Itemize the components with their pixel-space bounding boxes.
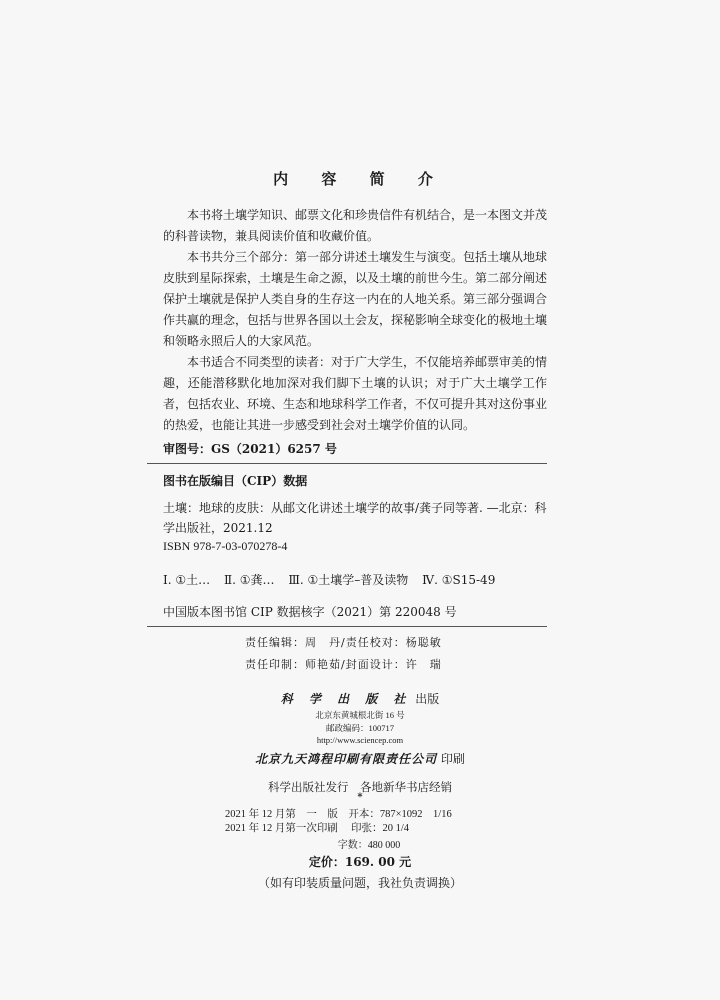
class-item-4: Ⅳ. ①S15-49: [422, 573, 496, 587]
printer-suffix: 印刷: [440, 752, 465, 766]
price: 定价：169. 00 元: [308, 855, 412, 869]
publisher-zip: 邮政编码：100717: [325, 723, 394, 733]
edition-line-2: 2021 年 12 月第一次印刷 印张：20 1/4: [225, 823, 410, 834]
staff-line-2: 责任印制：师艳茹/封面设计：许 瑞: [245, 658, 442, 671]
class-item-1: Ⅰ. ①土…: [163, 573, 211, 587]
word-count: 字数：480 000: [337, 840, 401, 851]
intro-paragraph-1: 本书将土壤学知识、邮票文化和珍贵信件有机结合，是一本图文并茂的科普读物，兼具阅读价值和收藏价值。: [163, 208, 548, 243]
cip-heading: 图书在版编目（CIP）数据: [163, 474, 308, 488]
divider-top: [147, 463, 547, 464]
publisher-address: 北京东黄城根北街 16 号: [315, 710, 405, 720]
divider-bottom: [147, 626, 547, 627]
intro-section: [163, 205, 547, 436]
intro-paragraph-2: 本书共分三个部分：第一部分讲述土壤发生与演变。包括土壤从地球皮肤到星际探索，土壤是生命之源，以及土壤的前世今生。第二部分阐述保护土壤就是保护人类自身的生存这一内在的人地关系。第三部分强调合作共赢的理念，包括与世界各国以土会友，探秘影响全球变化的极地土壤和领略永照后人的大家风范。: [163, 250, 548, 348]
isbn: ISBN 978-7-03-070278-4: [163, 539, 288, 553]
printer-line: [0, 750, 720, 767]
publisher-url: http://www.sciencep.com: [316, 735, 404, 745]
publisher-suffix: 出版: [415, 692, 440, 706]
quality-notice: （如有印装质量问题，我社负责调换）: [257, 876, 462, 890]
publisher-name: 科 学 出 版 社: [280, 692, 412, 706]
page-title: 内 容 简 介: [273, 170, 447, 188]
edition-line-1: 2021 年 12 月第 一 版 开本：787×1092 1/16: [225, 809, 452, 820]
staff-line-1: 责任编辑：周 丹/责任校对：杨聪敏: [245, 636, 442, 649]
class-item-3: Ⅲ. ①土壤学–普及读物: [288, 573, 409, 587]
printer-name: 北京九天鸿程印刷有限责任公司: [255, 752, 438, 766]
cip-classification: [163, 571, 505, 588]
intro-paragraph-3: 本书适合不同类型的读者：对于广大学生，不仅能培养邮票审美的情趣，还能潜移默化地加深对我们脚下土壤的认识；对于广大土壤学工作者，包括农业、环境、生态和地球科学工作者，不仅可提升其对这份事业的热爱，也能让其进一步感受到社会对土壤学价值的认同。: [163, 355, 548, 432]
separator-star: *: [357, 792, 363, 803]
publisher-line: [0, 690, 720, 707]
class-item-2: Ⅱ. ①龚…: [223, 573, 275, 587]
map-review-number: 审图号：GS（2021）6257 号: [163, 442, 337, 456]
cip-record: 土壤：地球的皮肤：从邮文化讲述土壤学的故事/龚子同等著. —北京：科学出版社，2021.12: [163, 501, 547, 535]
cip-number: 中国版本图书馆 CIP 数据核字（2021）第 220048 号: [163, 605, 457, 619]
distribution: 科学出版社发行 各地新华书店经销: [268, 780, 452, 794]
